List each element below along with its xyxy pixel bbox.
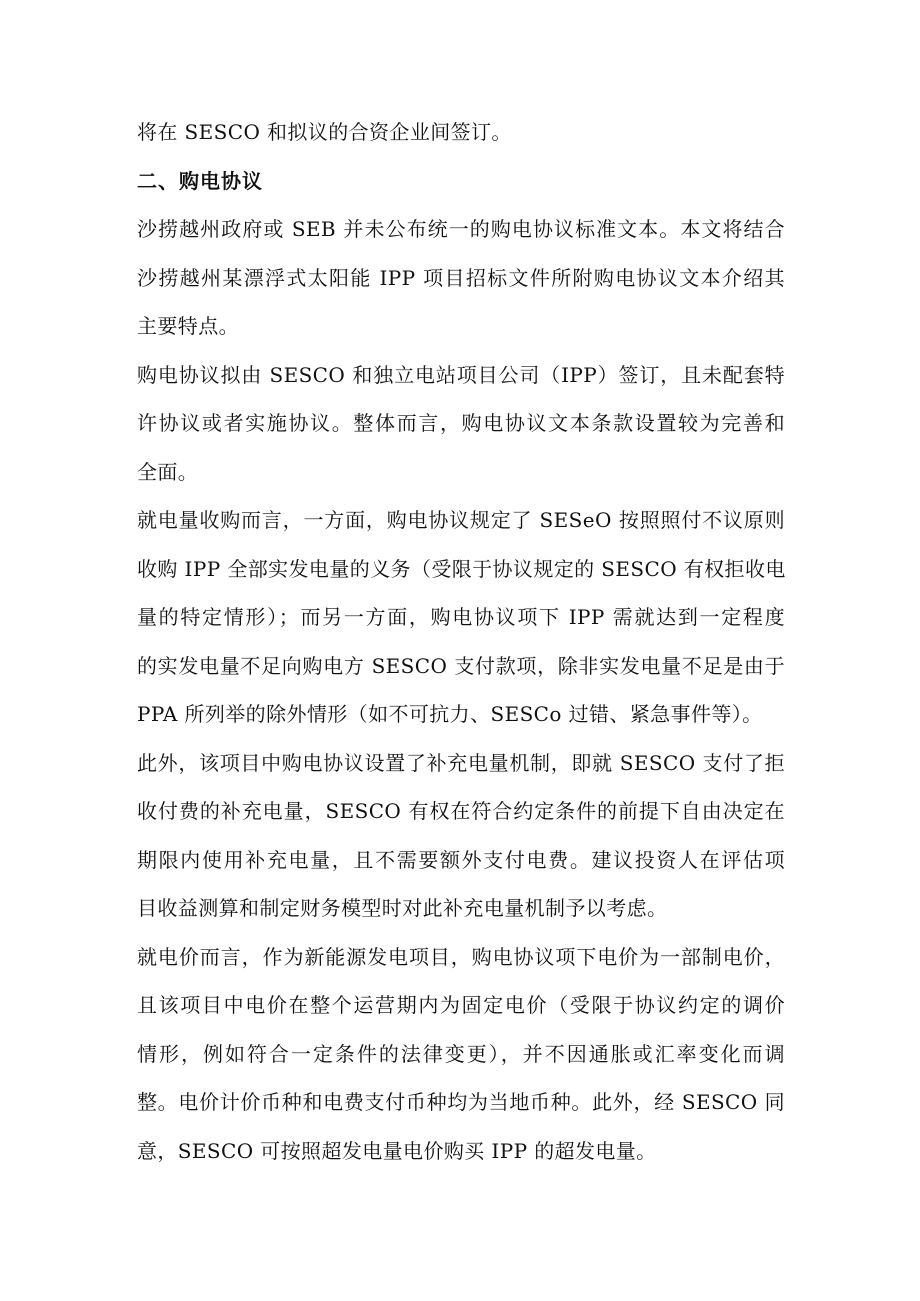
paragraph-line: 沙捞越州某漂浮式太阳能 IPP 项目招标文件所附购电协议文本介绍其 — [137, 265, 785, 290]
paragraph-line: 沙捞越州政府或 SEB 并未公布统一的购电协议标准文本。本文将结合 — [137, 217, 785, 241]
paragraph-line: 购电协议拟由 SESCO 和独立电站项目公司（IPP）签订，且未配套特 — [137, 362, 785, 387]
paragraph-line: 收付费的补充电量，SESCO 有权在符合约定条件的前提下自由决定在 — [137, 799, 785, 823]
paragraph-line: 收购 IPP 全部实发电量的义务（受限于协议规定的 SESCO 有权拒收电 — [137, 556, 786, 581]
paragraph-line: 全面。 — [137, 459, 199, 484]
document-body — [137, 108, 785, 1175]
paragraph-line: 就电量收购而言，一方面，购电协议规定了 SESeO 按照照付不议原则 — [137, 508, 785, 532]
paragraph-line: 的实发电量不足向购电方 SESCO 支付款项，除非实发电量不足是由于 — [137, 653, 785, 678]
paragraph-line: 此外，该项目中购电协议设置了补充电量机制，即就 SESCO 支付了拒 — [137, 750, 785, 775]
paragraph-line: 就电价而言，作为新能源发电项目，购电协议项下电价为一部制电价， — [137, 944, 785, 969]
paragraph-line: 目收益测算和制定财务模型时对此补充电量机制予以考虑。 — [137, 896, 668, 920]
paragraph-line: 情形，例如符合一定条件的法律变更），并不因通胀或汇率变化而调 — [137, 1041, 785, 1066]
paragraph-line: 且该项目中电价在整个运营期内为固定电价（受限于协议约定的调价 — [137, 993, 785, 1017]
paragraph-line: 意，SESCO 可按照超发电量电价购买 IPP 的超发电量。 — [137, 1138, 657, 1163]
paragraph-line: PPA 所列举的除外情形（如不可抗力、SESCo 过错、紧急事件等）。 — [137, 702, 763, 726]
paragraph-line: 许协议或者实施协议。整体而言，购电协议文本条款设置较为完善和 — [137, 411, 785, 435]
section-heading: 二、购电协议 — [137, 168, 263, 193]
paragraph-line: 期限内使用补充电量，且不需要额外支付电费。建议投资人在评估项 — [137, 847, 785, 872]
paragraph-line: 将在 SESCO 和拟议的合资企业间签订。 — [137, 120, 512, 144]
paragraph-line: 主要特点。 — [137, 314, 239, 338]
paragraph-line: 量的特定情形）；而另一方面，购电协议项下 IPP 需就达到一定程度 — [137, 605, 785, 629]
paragraph-line: 整。电价计价币种和电费支付币种均为当地币种。此外，经 SESCO 同 — [137, 1090, 785, 1114]
